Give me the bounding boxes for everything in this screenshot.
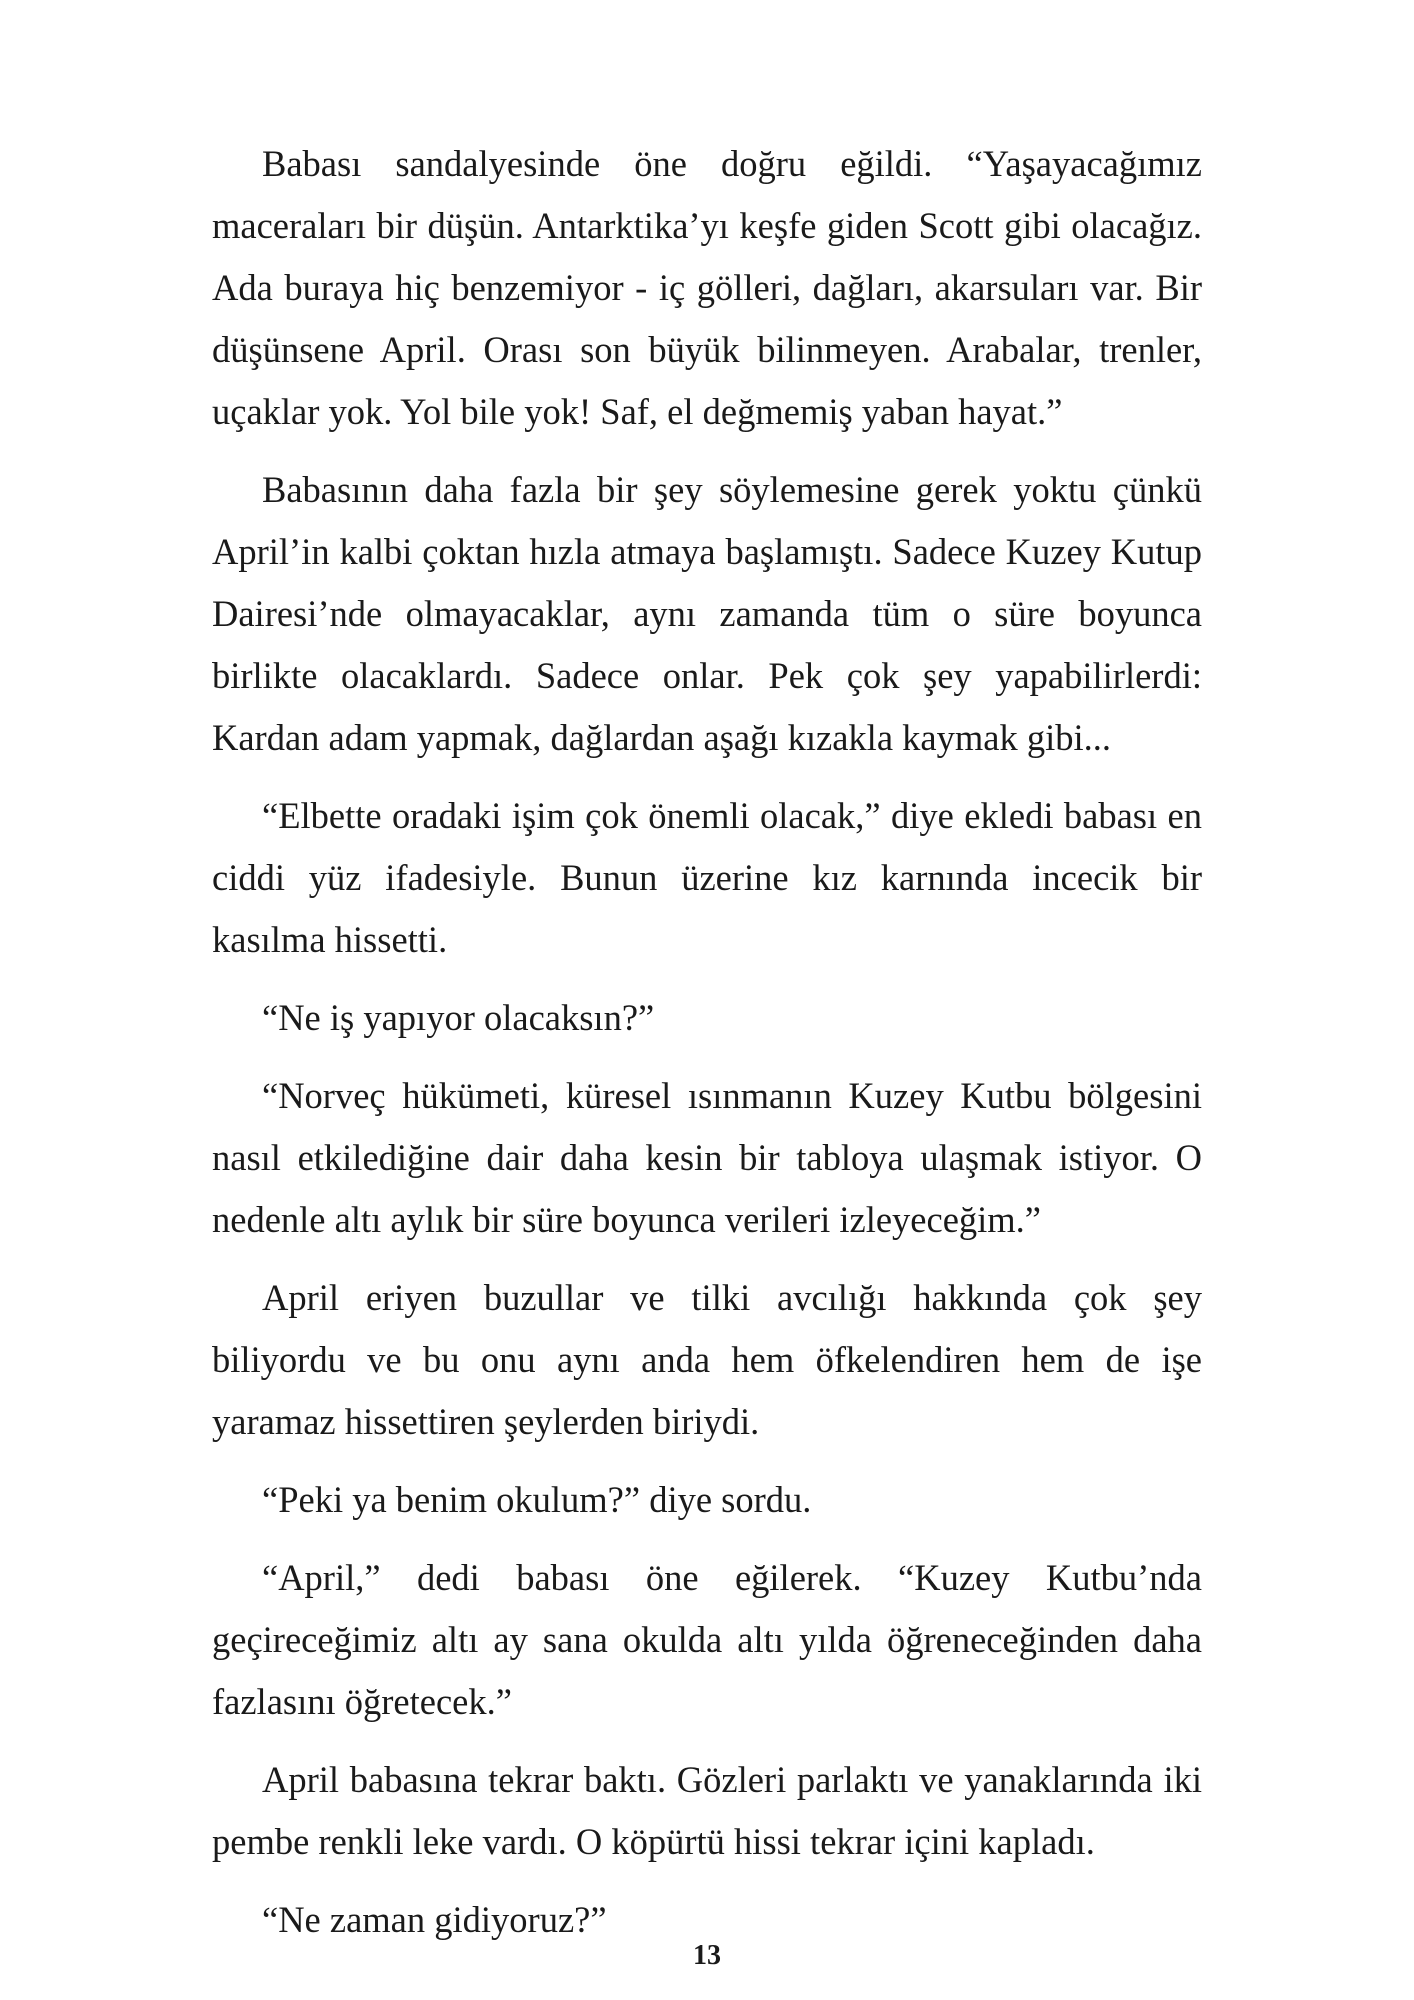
paragraph: April eriyen buzullar ve tilki avcılığı hakkında çok şey biliyordu ve bu onu aynı anda hem öfkelendiren hem de işe yaramaz hissettiren şeylerden biriydi. [212,1277,1202,1442]
paragraph: “Peki ya benim okulum?” diye sordu. [262,1479,812,1520]
paragraph: “Ne iş yapıyor olacaksın?” [262,997,655,1038]
paragraph: Babası sandalyesinde öne doğru eğildi. “Yaşayacağımız maceraları bir düşün. Antarktika’yı keşfe giden Scott gibi olacağız. Ada buraya hiç benzemiyor - iç gölleri, dağları, akarsuları var. Bir düşünsene April. Orası son büyük bilinmeyen. Arabalar, trenler, uçaklar yok. Yol bile yok! Saf, el değmemiş yaban hayat.” [212,143,1202,432]
paragraph: “Ne zaman gidiyoruz?” [262,1899,607,1940]
page-number: 13 [693,1940,721,1971]
body-text [212,133,1202,1967]
paragraph: “April,” dedi babası öne eğilerek. “Kuzey Kutbu’nda geçireceğimiz altı ay sana okulda altı yılda öğreneceğinden daha fazlasını öğretecek.” [212,1557,1202,1722]
paragraph: Babasının daha fazla bir şey söylemesine gerek yoktu çünkü April’in kalbi çoktan hızla atmaya başlamıştı. Sadece Kuzey Kutup Dairesi’nde olmayacaklar, aynı zamanda tüm o süre boyunca birlikte olacaklardı. Sadece onlar. Pek çok şey yapabilirlerdi: Kardan adam yapmak, dağlardan aşağı kızakla kaymak gibi... [212,469,1202,758]
paragraph: “Elbette oradaki işim çok önemli olacak,” diye ekledi babası en ciddi yüz ifadesiyle. Bunun üzerine kız karnında incecik bir kasılma hissetti. [212,795,1202,960]
paragraph: “Norveç hükümeti, küresel ısınmanın Kuzey Kutbu bölgesini nasıl etkilediğine dair daha kesin bir tabloya ulaşmak istiyor. O nedenle altı aylık bir süre boyunca verileri izleyeceğim.” [212,1075,1202,1240]
paragraph: April babasına tekrar baktı. Gözleri parlaktı ve yanaklarında iki pembe renkli leke vardı. O köpürtü hissi tekrar içini kapladı. [212,1759,1202,1862]
